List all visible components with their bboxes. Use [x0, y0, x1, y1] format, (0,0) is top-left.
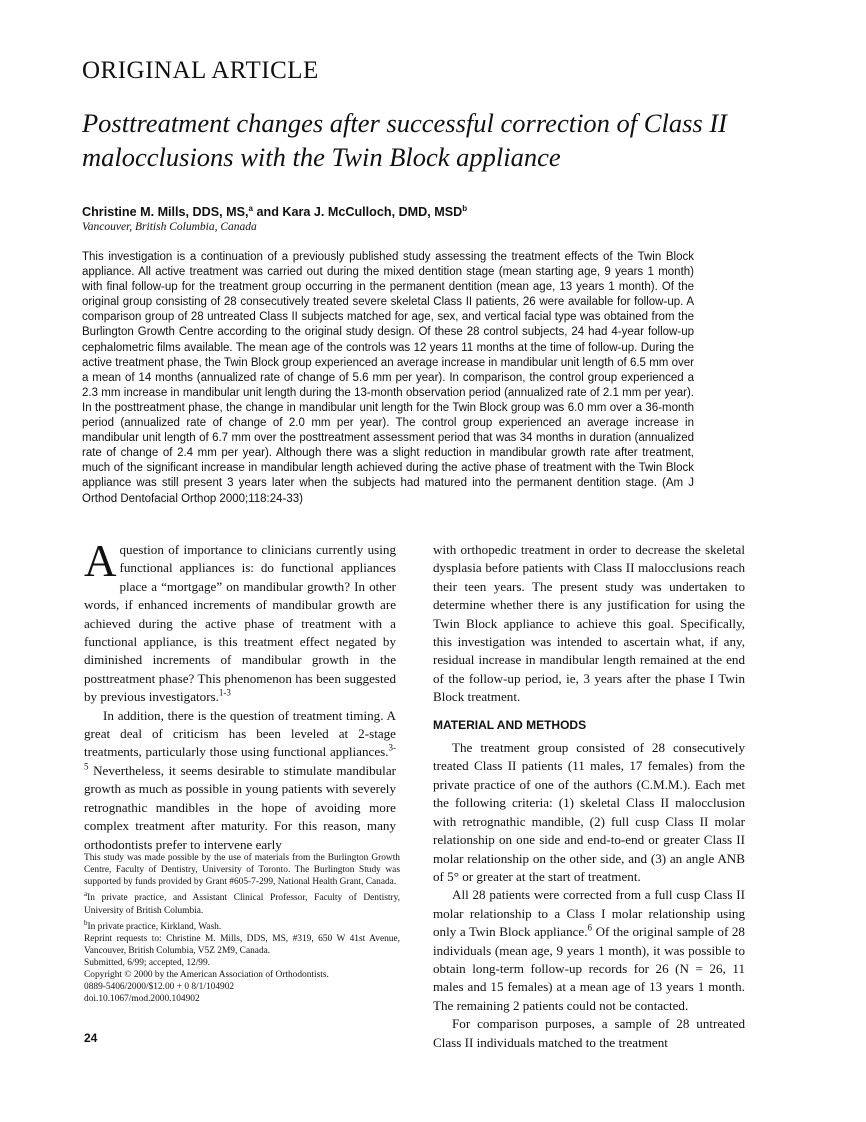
methods-paragraph-3: For comparison purposes, a sample of 28 untreated Class II individuals matched to the treatment: [433, 1016, 745, 1050]
author-2: Kara J. McCulloch, DMD, MSD: [282, 205, 463, 220]
title-line-2: malocclusions with the Twin Block appliance: [82, 142, 561, 172]
body-column-left: [84, 536, 396, 854]
footnote-text: In private practice, Kirkland, Wash.: [87, 921, 222, 932]
timing-text-b: Nevertheless, it seems desirable to stimulate mandibular growth as much as possible in young patients with severely retrognathic mandibles in the hope of avoiding more complex treatment after maturity. For this reason, many orthodontists prefer to intervene early: [84, 762, 396, 852]
timing-text-a: In addition, there is the question of treatment timing. A great deal of criticism has been leveled at 2-stage treatments, particularly those using functional appliances.: [84, 707, 396, 760]
title-line-1: Posttreatment changes after successful correction of Class II: [82, 108, 727, 138]
footnote-copyright: Copyright © 2000 by the American Association of Orthodontists.: [84, 970, 329, 981]
page-number: 24: [84, 1031, 98, 1045]
author-2-affiliation-mark: b: [462, 204, 468, 213]
methods-text-b: Of the original sample of 28 individuals (mean age, 9 years 1 month), it was possible to obtain long-term follow-up records for 26 (N = 26, 11 males and 15 females) at a mean age of 13 years 1 month. The remaining 2 patients could not be contacted.: [433, 924, 745, 1013]
author-line: [82, 204, 467, 219]
continued-paragraph: with orthopedic treatment in order to decrease the skeletal dysplasia before patients with Class II malocclusions reach their teen years. The present study was undertaken to determine whether there is any justification for using the Twin Block appliance to achieve this goal. Specifically, this investigation was intended to ascertain what, if any, residual increase in mandibular length remained at the end of the follow-up period, ie, 3 years after the phase I Twin Block treatment.: [433, 542, 745, 705]
footnote-text: In private practice, and Assistant Clinical Professor, Faculty of Dentistry, University of British Columbia.: [84, 893, 400, 916]
author-conjunction: and: [253, 205, 283, 220]
footnote-submitted: Submitted, 6/99; accepted, 12/99.: [84, 958, 211, 968]
methods-text-a: All 28 patients were corrected from a full cusp Class II molar relationship to a Class I molar relationship using only a Twin Block appliance.: [433, 887, 745, 940]
citation-ref: 1-3: [218, 687, 231, 698]
author-location: Vancouver, British Columbia, Canada: [82, 221, 257, 233]
author-1-affiliation-mark: a: [248, 204, 253, 213]
footnotes: [84, 852, 400, 1005]
footnote-doi: doi.10.1067/mod.2000.104902: [84, 994, 200, 1005]
footnote-mark: a: [84, 890, 88, 899]
intro-paragraph: [84, 536, 396, 707]
citation-ref: 3-5: [84, 743, 396, 772]
body-column-right: [433, 541, 745, 1052]
citation-ref: 6: [587, 922, 593, 933]
author-1: Christine M. Mills, DDS, MS,: [82, 205, 249, 220]
methods-paragraph-2: [433, 886, 745, 1015]
footnote-b: [84, 917, 400, 933]
section-label: ORIGINAL ARTICLE: [82, 57, 319, 84]
timing-paragraph: [84, 707, 396, 854]
footnote-mark: b: [84, 918, 88, 927]
footnote-issn: 0889-5406/2000/$12.00 + 0 8/1/104902: [84, 982, 235, 993]
footnote-reprint: Reprint requests to: Christine M. Mills, DDS, MS, #319, 650 W 41st Avenue, Vancouver, British Columbia, V5Z 2M9, Canada.: [84, 933, 400, 956]
section-heading: MATERIAL AND METHODS: [433, 717, 587, 732]
intro-text: question of importance to clinicians currently using functional appliances is: do functional appliances place a “mortgage” on mandibular growth? In other words, if enhanced increments of mandibular growth are achieved during the active phase of treatment with a functional appliance, is this treatment effect negated by diminished increments of mandibular growth in the posttreatment phase? This phenomenon has been suggested by previous investigators.: [84, 542, 396, 705]
footnote-a: [84, 888, 400, 916]
footnote-funding: This study was made possible by the use of materials from the Burlington Growth Centre, Faculty of Dentistry, University of Toronto. The Burlington Study was supported by funds provided by Grant #605-7-299, National Health Grant, Canada.: [84, 853, 400, 888]
abstract: This investigation is a continuation of a previously published study assessing the treatment effects of the Twin Block appliance. All active treatment was carried out during the mixed dentition stage (mean starting age, 9 years 1 month) with final follow-up for the treatment group occurring in the permanent dentition (mean age, 13 years 1 month). Of the original group consisting of 28 consecutively treated severe skeletal Class II patients, 26 were available for follow-up. A comparison group of 28 untreated Class II subjects matched for age, sex, and vertical facial type was obtained from the Burlington Growth Centre according to the original study design. Of these 28 control subjects, 24 had 4-year follow-up cephalometric films available. The mean age of the controls was 12 years 11 months at the time of follow-up. During the active treatment phase, the Twin Block group experienced an average increase in mandibular unit length of 6.5 mm over a mean of 14 months (annualized rate of change of 5.6 mm per year). In comparison, the control group experienced a 2.3 mm increase in mandibular unit length during the 13-month observation period (annualized rate of 2.1 mm per year). In the posttreatment phase, the change in mandibular unit length for the Twin Block group was 6.0 mm over a 36-month period (annualized rate of change of 2.0 mm per year). The control group experienced an average increase in mandibular unit length of 6.7 mm over the posttreatment assessment period that was 34 months in duration (annualized rate of change of 2.4 mm per year). Although there was a slight reduction in mandibular growth rate after treatment, much of the significant increase in mandibular length achieved during the active phase of treatment with the Twin Block appliance was still present 3 years later when the subjects had matured into the permanent dentition stage. (Am J Orthod Dentofacial Orthop 2000;118:24-33): [82, 251, 694, 505]
methods-paragraph-1: The treatment group consisted of 28 consecutively treated Class II patients (11 males, 17 females) from the private practice of one of the authors (C.M.M.). Each met the following criteria: (1) skeletal Class II malocclusion with retrognathic mandible, (2) full cusp Class II molar relationship on one side and end-to-end or greater Class II molar relationship on the other side, and (3) an angle ANB of 5° or greater at the start of treatment.: [433, 740, 745, 884]
article-title: [82, 106, 782, 174]
drop-cap: A: [84, 536, 117, 586]
